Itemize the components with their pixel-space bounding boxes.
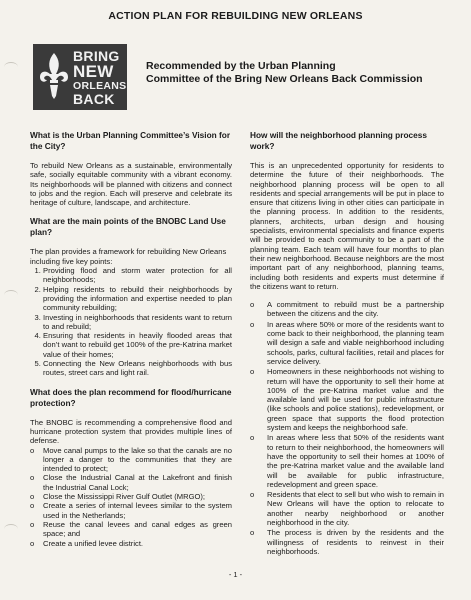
left-column [30, 130, 232, 557]
vision-body: To rebuild New Orleans as a sustainable, environmentally safe, socially equitable community with a vibrant economy. Its neighborhoods will be planned with citizens and connect to jobs and the region. Each will preserve and celebrate its heritage of culture, landscape, and architecture. [30, 161, 232, 208]
list-item: 2. Helping residents to rebuild their neighborhoods by providing the information and expertise needed to plan community rebuilding; [43, 285, 232, 313]
list-item [250, 367, 444, 432]
list-item: 5. Connecting the New Orleans neighborhoods with bus routes, street cars and light rail. [43, 359, 232, 378]
punch-hole-mark [4, 62, 18, 72]
recommended-line-2: Committee of the Bring New Orleans Back Commission [146, 73, 423, 85]
bullet-marker: o [250, 490, 255, 500]
list-item-text: In areas where less that 50% of the residents want to return to their neighborhood, the homeowners will have the opportunity to sell their homes at 100% of the pre-Katrina market value and the available land will be available for public infrastructure, redevelopment and green space. [267, 433, 444, 489]
land-use-heading: What are the main points of the BNOBC Land Use plan? [30, 216, 226, 238]
list-item [30, 520, 232, 539]
key-points-list [30, 266, 232, 378]
bullet-marker: o [30, 501, 35, 511]
logo-word-orleans: ORLEANS [73, 80, 127, 92]
list-item-text: Homeowners in these neighborhoods not wishing to return will have the opportunity to sell their home at 100% of the pre-Katrina market value and the available land will be used for public infrastructure (like schools and police stations), redevelopment, or green space that supports the flood protection system and keeps the neighborhood safe. [267, 367, 444, 433]
bullet-marker: o [30, 519, 35, 529]
list-item: 3. Investing in neighborhoods that residents want to return to and rebuild; [43, 313, 232, 332]
list-item [250, 490, 444, 527]
bullet-marker: o [30, 445, 35, 455]
list-item-text: Move canal pumps to the lake so that the canals are no longer a danger to the communities that they are intended to protect; [43, 445, 232, 474]
punch-hole-mark [4, 290, 18, 300]
fleur-de-lis-icon [37, 52, 71, 102]
list-item [250, 528, 444, 556]
list-item-text: Close the Mississippi River Gulf Outlet (MRGO); [43, 492, 206, 502]
punch-hole-mark [4, 524, 18, 534]
list-item-text: Reuse the canal levees and canal edges as green space; and [43, 519, 232, 539]
bullet-marker: o [30, 492, 35, 502]
list-item-text: The process is driven by the residents and the willingness of residents to reinvest in their neighborhoods. [267, 528, 444, 556]
list-item: 1. Providing flood and storm water protection for all neighborhoods; [43, 266, 232, 285]
list-item-text: Create a series of internal levees similar to the system used in the Netherlands; [43, 501, 232, 520]
list-item [250, 433, 444, 489]
page-number: - 1 - [228, 570, 243, 579]
bullet-marker: o [30, 538, 35, 548]
document-title: ACTION PLAN FOR REBUILDING NEW ORLEANS [108, 10, 363, 22]
planning-process-heading: How will the neighborhood planning process work? [250, 130, 428, 151]
flood-protection-heading: What does the plan recommend for flood/hurricane protection? [30, 386, 232, 408]
list-item-text: In areas where 50% or more of the residents want to come back to their neighborhood, the planning team will design a safe and viable neighborhood including schools, parks, cultural facilities, retail and places for service delivery. [267, 319, 444, 366]
bullet-marker: o [250, 528, 255, 538]
logo-word-back: BACK [73, 91, 115, 107]
list-item [30, 473, 232, 492]
land-use-intro: The plan provides a framework for rebuilding New Orleans including five key points: [30, 247, 227, 266]
bnob-logo [33, 44, 127, 110]
list-item [250, 320, 444, 366]
planning-process-body: This is an unprecedented opportunity for residents to determine the future of their neighborhoods. The neighborhood planning process will be open to all residents and special arrangements will be put in place to ensure that citizens living in other cities can participate in the planning process. In addition to the residents, planners, architects, urban design and housing specialists, environmental specialists and finance experts will be provided to each community to be a part of the planning team. Each team will have four months to plan their new neighborhood. Because neighbors are the most important part of any neighborhood, planning teams, including both residents and experts must determine if the citizens want to return. [250, 161, 444, 291]
bullet-marker: o [250, 319, 255, 329]
bullet-marker: o [250, 300, 255, 310]
bullet-marker: o [30, 473, 35, 483]
bullet-marker: o [250, 433, 255, 443]
flood-measures-list [30, 446, 232, 548]
list-item-text: A commitment to rebuild must be a partnership between the citizens and the city. [267, 300, 444, 319]
planning-process-list [250, 300, 444, 556]
list-item [30, 492, 232, 501]
list-item [30, 446, 232, 474]
right-column [250, 130, 444, 565]
list-item [30, 539, 232, 548]
flood-protection-intro: The BNOBC is recommending a comprehensive flood and hurricane protection system that provides multiple lines of defense. [30, 417, 232, 446]
list-item-text: Residents that elect to sell but who wish to remain in New Orleans will have the option to relocate to another nearby neighborhood or another neighborhood in the city. [267, 490, 444, 527]
logo-word-bring: BRING [73, 48, 120, 64]
list-item [250, 300, 444, 319]
recommended-line-1: Recommended by the Urban Planning [146, 60, 336, 72]
bullet-marker: o [250, 367, 255, 377]
list-item-text: Close the Industrial Canal at the Lakefront and finish the Industrial Canal Lock; [43, 473, 232, 492]
list-item [30, 501, 232, 520]
list-item-text: Create a unified levee district. [43, 538, 144, 548]
list-item: 4. Ensuring that residents in heavily flooded areas that don’t want to rebuild get 100% of the pre-Katrina market value of their homes; [43, 331, 232, 359]
logo-word-new: NEW [73, 62, 114, 81]
vision-heading: What is the Urban Planning Committee’s Vision for the City? [30, 130, 231, 151]
recommended-by [146, 60, 423, 86]
